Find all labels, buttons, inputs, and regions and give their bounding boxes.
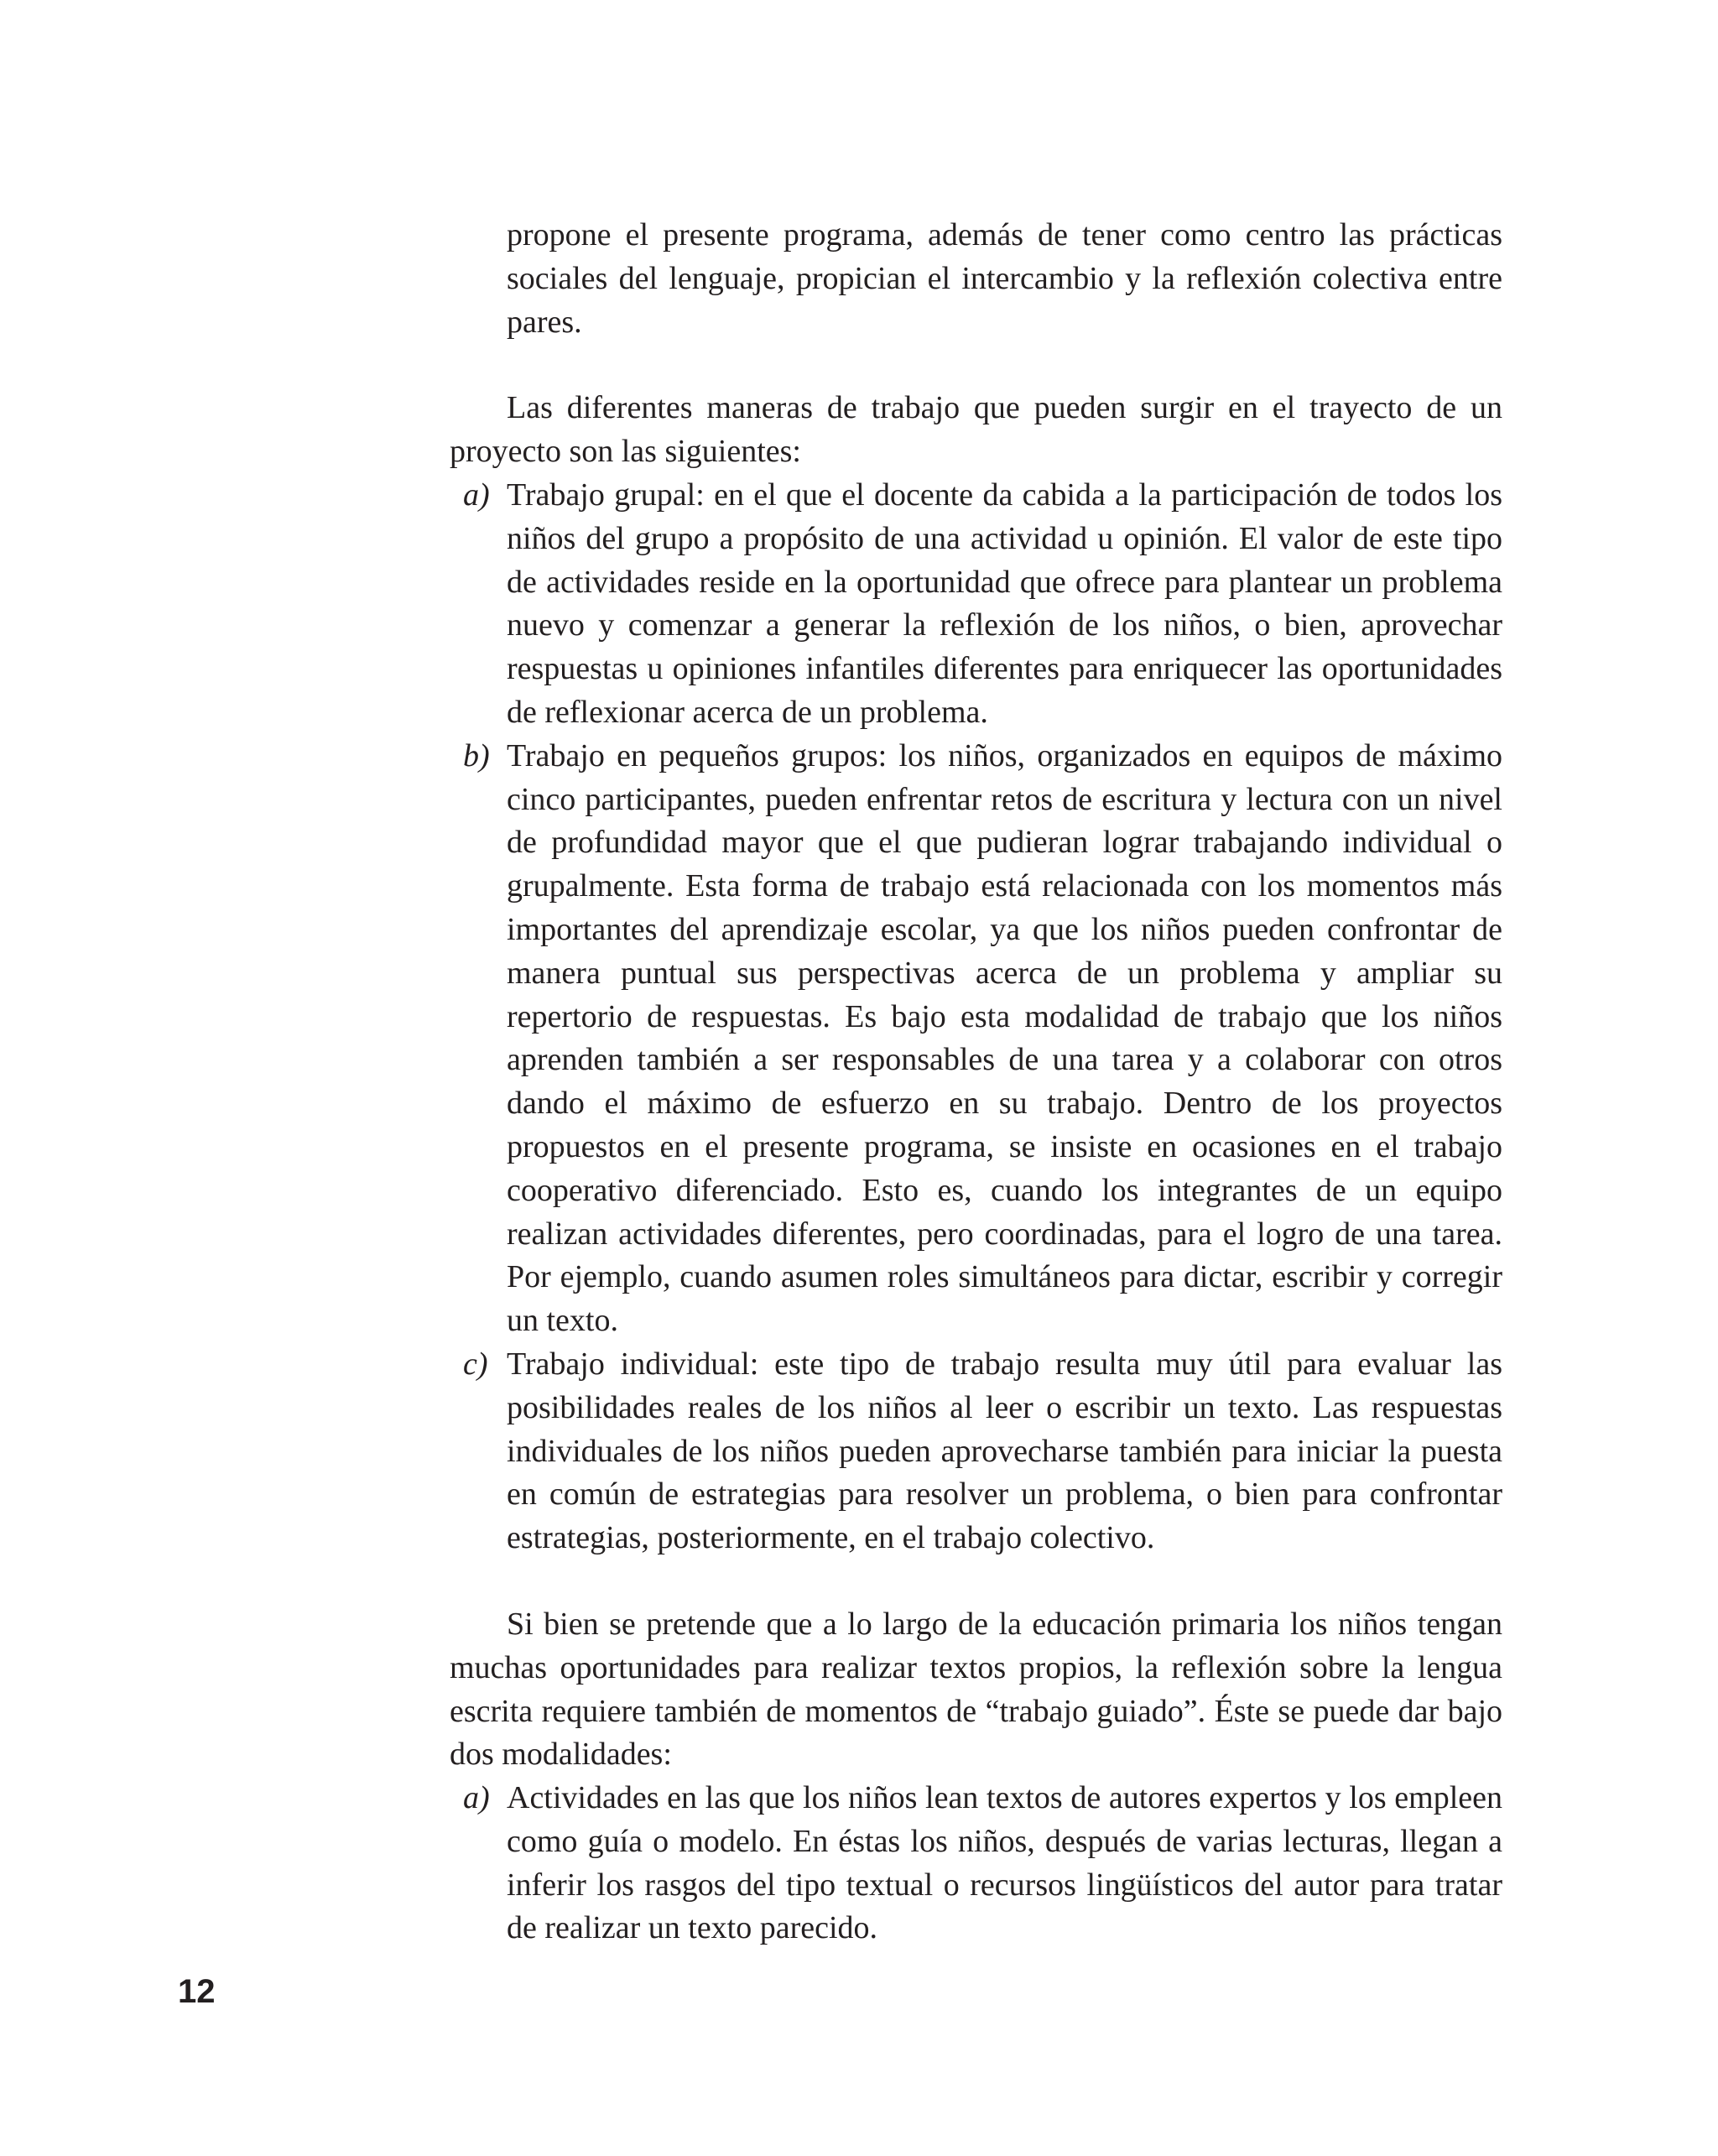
guided-work-list [450,1777,1502,1950]
list-item-a [450,474,1502,735]
list-item-text: Trabajo en pequeños grupos: los niños, organizados en equipos de máximo cinco participantes, pueden enfrentar retos de escritura y lectura con un nivel de profundidad mayor que el que pudieran lograr trabajando individual o grupalmente. Esta forma de trabajo está relacionada con los momentos más importantes del aprendizaje escolar, ya que los niños pueden confrontar de manera puntual sus perspectivas acerca de un problema y ampliar su repertorio de respuestas. Es bajo esta modalidad de trabajo que los niños aprenden también a ser responsables de una tarea y a colaborar con otros dando el máximo de esfuerzo en su trabajo. Dentro de los proyectos propuestos en el presente programa, se insiste en ocasiones en el trabajo cooperativo diferenciado. Esto es, cuando los integrantes de un equipo realizan actividades diferentes, pero coordinadas, para el logro de una tarea. Por ejemplo, cuando asumen roles simultáneos para dictar, escribir y corregir un texto. [507,737,1502,1339]
list-marker: a) [463,477,490,513]
list-item-a [450,1777,1502,1950]
list-item-c [450,1343,1502,1560]
list-marker: c) [463,1346,488,1382]
list-item-b [450,735,1502,1343]
work-modes-list [450,474,1502,1560]
list-marker: b) [463,737,490,773]
list-item-text: Trabajo grupal: en el que el docente da cabida a la participación de todos los niños del grupo a propósito de una actividad u opinión. El valor de este tipo de actividades reside en la oportunidad que ofrece para plantear un problema nuevo y comenzar a generar la reflexión de los niños, o bien, aprovechar respuestas u opiniones infantiles diferentes para enriquecer las oportunidades de reflexionar acerca de un problema. [507,477,1502,730]
page-number: 12 [178,1973,216,2010]
list-item-text: Actividades en las que los niños lean textos de autores expertos y los empleen como guía o modelo. En éstas los niños, después de varias lecturas, llegan a inferir los rasgos del tipo textual o recursos lingüísticos del autor para tratar de realizar un texto parecido. [507,1780,1502,1946]
paragraph-guided-work: Si bien se pretende que a lo largo de la educación primaria los niños tengan muchas oportunidades para realizar textos propios, la reflexión sobre la lengua escrita requiere también de momentos de “trabajo guiado”. Éste se puede dar bajo dos modalidades: [450,1606,1502,1773]
continuation-paragraph: propone el presente programa, además de tener como centro las prácticas sociales del lenguaje, propician el intercambio y la reflexión colectiva entre pares. [507,217,1502,340]
body-text [450,214,1502,1950]
list-item-text: Trabajo individual: este tipo de trabajo resulta muy útil para evaluar las posibilidades reales de los niños al leer o escribir un texto. Las respuestas individuales de los niños pueden aprovecharse también para iniciar la puesta en común de estrategias para resolver un problema, o bien para confrontar estrategias, posteriormente, en el trabajo colectivo. [507,1346,1502,1556]
paragraph-work-modes-intro: Las diferentes maneras de trabajo que pueden surgir en el trayecto de un proyecto son las siguientes: [450,390,1502,470]
list-marker: a) [463,1780,490,1816]
